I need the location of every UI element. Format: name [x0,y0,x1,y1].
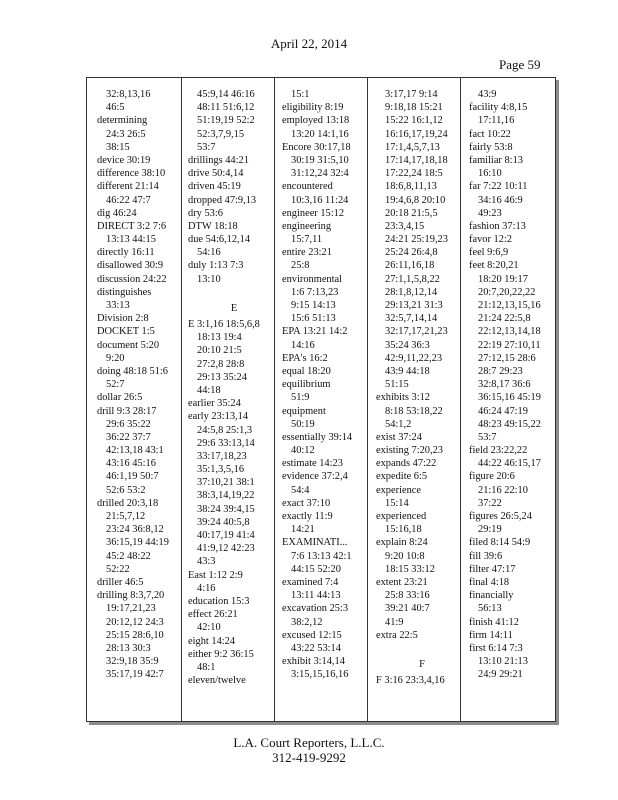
index-line: effect 26:21 [188,609,238,621]
index-line: experience [376,484,421,496]
index-line: EPA's 16:2 [282,352,328,364]
index-line: equipment [282,405,326,417]
index-line: 9:20 [106,352,125,364]
index-line: 30:19 31:5,10 [291,154,349,166]
index-line: excused 12:15 [282,629,342,641]
index-line: 51:19,19 52:2 [197,115,255,127]
index-line: 15:7,11 [291,234,323,246]
index-line: 7:6 13:13 42:1 [291,550,352,562]
index-line: firm 14:11 [469,629,513,641]
index-line: 32:5,7,14,14 [385,313,438,325]
index-line: experienced [376,511,427,522]
index-line: dropped 47:9,13 [188,194,257,206]
index-line: 42:9,11,22,23 [385,352,443,364]
footer-phone: 312-419-9292 [272,750,346,765]
index-line: 20:18 21:5,5 [385,207,438,219]
index-line: favor 12:2 [469,234,512,246]
index-line: doing 48:18 51:6 [97,365,169,377]
index-line: 52:7 [106,379,125,391]
index-line: 50:19 [291,418,315,430]
index-line: 32:9,18 35:9 [106,656,159,668]
index-line: 15:14 [385,497,409,509]
index-line: 32:8,13,16 [106,89,151,100]
index-line: engineer 15:12 [282,207,345,219]
section-letter: E [230,303,238,314]
index-line: examined 7:4 [282,576,339,588]
index-line: 52:22 [106,563,130,575]
index-line: 48:11 51:6,12 [197,102,255,114]
index-line: filed 8:14 54:9 [469,537,531,549]
index-line: feet 8:20,21 [469,260,519,272]
index-line: 34:16 46:9 [478,194,523,206]
index-line: 29:6 33:13,14 [197,437,255,449]
index-line: 8:18 53:18,22 [385,405,443,417]
index-line: 9:20 10:8 [385,550,425,562]
index-line: drive 50:4,14 [188,168,244,180]
index-line: 1:6 7:13,23 [291,286,339,298]
index-line: 38:24 39:4,15 [197,503,255,515]
index-column-4 [376,88,468,687]
index-line: evidence 37:2,4 [282,471,348,483]
index-line: estimate 14:23 [282,458,343,470]
index-line: 46:1,19 50:7 [106,471,159,483]
index-line: 18:15 33:12 [385,563,435,575]
index-line: device 30:19 [97,154,151,166]
index-line: 22:19 27:10,11 [478,339,541,351]
index-line: 14:16 [291,339,315,351]
index-line: equal 18:20 [282,365,331,377]
index-line: driven 45:19 [188,181,241,193]
index-line: excavation 25:3 [282,603,349,615]
index-line: familiar 8:13 [469,154,523,166]
index-line: 46:24 47:19 [478,405,528,417]
index-line: 10:3,16 11:24 [291,194,349,206]
index-line: 19:4,6,8 20:10 [385,194,446,206]
index-line: 3:17,17 9:14 [385,89,438,100]
index-line: 17:22,24 18:5 [385,168,443,180]
index-line: fashion 37:13 [469,220,526,232]
index-line: 15:1 [291,89,310,100]
index-line: finish 41:12 [469,616,519,628]
index-line: extent 23:21 [376,576,428,588]
footer-company: L.A. Court Reporters, L.L.C. [233,735,385,750]
index-line: dig 46:24 [97,207,137,219]
index-line: 13:11 44:13 [291,590,341,602]
index-line: 17:14,17,18,18 [385,154,448,166]
index-line: 18:13 19:4 [197,332,242,344]
index-line: 21:12,13,15,16 [478,300,541,311]
index-line: environmental [282,273,343,285]
index-line: East 1:12 2:9 [188,569,243,581]
index-column-5 [469,88,561,681]
index-line: determining [97,115,148,127]
index-line: Encore 30:17,18 [282,141,351,153]
index-line: drilling 8:3,7,20 [97,590,165,602]
index-line: 15:16,18 [385,524,422,536]
index-line: discussion 24:22 [97,273,167,285]
index-line: 43:3 [197,556,216,568]
index-line: 28:7 29:23 [478,365,523,377]
index-line: encountered [282,181,333,193]
index-line: 21:24 22:5,8 [478,313,531,325]
index-line: 51:9 [291,392,310,404]
index-line: 21:5,7,12 [106,511,146,522]
index-line: dry 53:6 [188,207,223,219]
index-line: exactly 11:9 [282,511,333,522]
index-line: 42:10 [197,622,221,634]
index-line: 35:1,3,5,16 [197,464,245,476]
index-line: engineering [282,220,332,232]
index-line: 18:6,8,11,13 [385,181,437,193]
index-line: financially [469,590,514,602]
index-line: fact 10:22 [469,128,511,140]
index-line: 25:8 33:16 [385,590,430,602]
index-line: 26:11,16,18 [385,260,435,272]
index-line: expands 47:22 [376,458,437,470]
index-line: exist 37:24 [376,431,422,443]
index-line: either 9:2 36:15 [188,648,254,660]
index-line: 24:9 29:21 [478,669,523,681]
index-line: dollar 26:5 [97,392,143,404]
index-column-1 [97,88,189,681]
index-line: figure 20:6 [469,471,515,483]
index-line: 46:5 [106,102,125,114]
index-line: DTW 18:18 [188,220,238,232]
index-line: EPA 13:21 14:2 [282,326,348,338]
index-line: figures 26:5,24 [469,511,532,522]
index-line: 25:8 [291,260,310,272]
index-line: 54:4 [291,484,310,496]
index-line: 32:17,17,21,23 [385,326,448,338]
index-line: different 21:14 [97,181,159,193]
index-line: 17:11,16 [478,115,515,127]
index-line: DOCKET 1:5 [97,326,155,338]
index-line: 23:24 36:8,12 [106,524,164,536]
index-line: explain 8:24 [376,537,428,549]
index-line: 29:19 [478,524,502,536]
index-line: 40:17,19 41:4 [197,530,255,541]
index-line: 23:3,4,15 [385,220,425,232]
index-line: eleven/twelve [188,675,246,687]
index-line: 44:22 46:15,17 [478,458,541,470]
index-line: document 5:20 [97,339,160,351]
index-line: feel 9:6,9 [469,247,509,259]
index-line: 33:17,18,23 [197,450,247,462]
index-line: first 6:14 7:3 [469,642,523,654]
index-line: 15:22 16:1,12 [385,115,443,127]
index-line: 52:6 53:2 [106,484,146,496]
index-line: 37:22 [478,497,502,509]
index-line: 13:10 [197,273,221,285]
index-line: 36:15,19 44:19 [106,537,169,549]
index-line: exact 37:10 [282,497,331,509]
index-line: 24:21 25:19,23 [385,234,448,246]
index-line: 45:9,14 46:16 [197,89,255,100]
index-line: 16:10 [478,168,502,180]
index-line: 42:13,18 43:1 [106,445,164,457]
index-line: 39:24 40:5,8 [197,516,250,528]
index-line: field 23:22,22 [469,445,528,457]
index-line: eligibility 8:19 [282,102,344,114]
index-line: 43:9 44:18 [385,365,430,377]
index-line: 31:12,24 32:4 [291,168,349,180]
index-line: due 54:6,12,14 [188,234,251,246]
index-line: employed 13:18 [282,115,350,127]
index-line: 35:17,19 42:7 [106,669,164,681]
index-line: Division 2:8 [97,313,149,325]
index-line: DIRECT 3:2 7:6 [97,220,167,232]
index-line: 53:7 [197,141,216,153]
index-line: eight 14:24 [188,635,236,647]
index-line: 18:20 19:17 [478,273,528,285]
index-line: 38:2,12 [291,616,323,628]
index-line: 48:1 [197,661,216,673]
index-line: 38:3,14,19,22 [197,490,255,502]
word-index-frame [86,77,556,722]
index-line: early 23:13,14 [188,411,249,423]
index-line: 33:13 [106,300,130,311]
index-line: existing 7:20,23 [376,445,443,457]
index-line: E 3:1,16 18:5,6,8 [188,319,260,330]
index-line: 28:1,8,12,14 [385,286,438,298]
index-line: 27:2,8 28:8 [197,358,245,370]
index-line: drilled 20:3,18 [97,497,159,509]
section-letter: F [419,659,425,671]
index-line: 17:1,4,5,7,13 [385,141,440,153]
index-line: 20:10 21:5 [197,345,242,357]
index-line: 45:2 48:22 [106,550,151,562]
index-line: 54:16 [197,247,221,259]
index-line: 29:13,21 31:3 [385,300,443,311]
index-line: 51:15 [385,379,409,391]
index-line: 41:9,12 42:23 [197,543,255,555]
index-line: 28:13 30:3 [106,642,151,654]
index-line: 32:8,17 36:6 [478,379,531,391]
index-line: drill 9:3 28:17 [97,405,157,417]
index-line: 52:3,7,9,15 [197,128,245,140]
index-line: 9:18,18 15:21 [385,102,443,114]
index-line: 29:6 35:22 [106,418,151,430]
footer [0,735,618,765]
index-line: 15:6 51:13 [291,313,336,325]
index-line: essentially 39:14 [282,431,353,443]
index-line: duly 1:13 7:3 [188,260,244,272]
blank-line [188,286,280,299]
index-line: 48:23 49:15,22 [478,418,541,430]
index-line: 25:15 28:6,10 [106,629,164,641]
index-line: drillings 44:21 [188,154,249,166]
index-line: 25:24 26:4,8 [385,247,438,259]
index-line: 19:17,21,23 [106,603,156,615]
index-line: difference 38:10 [97,168,166,180]
index-line: 20:7,20,22,22 [478,286,536,298]
index-line: 40:12 [291,445,315,457]
index-line: 43:9 [478,89,497,100]
index-line: far 7:22 10:11 [469,181,528,193]
index-line: 41:9 [385,616,404,628]
page-number: Page 59 [499,57,541,72]
index-line: 13:20 14:1,16 [291,128,349,140]
index-line: 24:5,8 25:1,3 [197,424,253,436]
index-line: 13:10 21:13 [478,656,528,668]
index-line: expedite 6:5 [376,471,428,483]
blank-line [376,642,468,655]
index-line: 49:23 [478,207,502,219]
index-line: 46:22 47:7 [106,194,151,206]
index-line: fill 39:6 [469,550,503,562]
index-line: education 15:3 [188,595,250,607]
index-line: facility 4:8,15 [469,102,528,114]
index-line: 53:7 [478,431,497,443]
index-line: disallowed 30:9 [97,260,164,272]
index-line: extra 22:5 [376,629,418,641]
index-line: 35:24 36:3 [385,339,430,351]
index-line: final 4:18 [469,576,510,588]
index-line: 14:21 [291,524,315,536]
index-line: entire 23:21 [282,247,332,259]
index-line: exhibit 3:14,14 [282,656,345,668]
index-line: 43:22 53:14 [291,642,341,654]
index-line: 24:3 26:5 [106,128,146,140]
index-line: 29:13 35:24 [197,371,247,383]
index-line: filter 47:17 [469,563,516,575]
index-line: 27:1,1,5,8,22 [385,273,440,285]
index-line: distinguishes [97,286,152,298]
index-line: exhibits 3:12 [376,392,430,404]
index-line: 43:16 45:16 [106,458,156,470]
index-line: 21:16 22:10 [478,484,528,496]
index-line: 9:15 14:13 [291,300,336,311]
transcript-date: April 22, 2014 [270,36,348,51]
index-line: 44:15 52:20 [291,563,341,575]
index-line: 3:15,15,16,16 [291,669,349,681]
index-line: 39:21 40:7 [385,603,430,615]
index-line: driller 46:5 [97,576,144,588]
index-line: fairly 53:8 [469,141,513,153]
index-line: EXAMINATI... [282,537,348,549]
index-line: 22:12,13,14,18 [478,326,541,338]
index-line: 38:15 [106,141,130,153]
index-line: 36:22 37:7 [106,431,151,443]
index-column-3 [282,88,374,681]
index-line: 44:18 [197,384,221,396]
index-line: 54:1,2 [385,418,412,430]
index-line: F 3:16 23:3,4,16 [376,675,445,687]
index-line: 37:10,21 38:1 [197,477,255,489]
index-line: directly 16:11 [97,247,155,259]
index-line: 13:13 44:15 [106,234,156,246]
index-line: 16:16,17,19,24 [385,128,448,140]
index-column-2 [188,88,280,687]
index-line: 36:15,16 45:19 [478,392,541,404]
index-line: 27:12,15 28:6 [478,352,536,364]
index-line: 20:12,12 24:3 [106,616,164,628]
index-line: 56:13 [478,603,502,615]
index-line: equilibrium [282,379,331,391]
index-line: 4:16 [197,582,216,594]
index-line: earlier 35:24 [188,398,241,410]
